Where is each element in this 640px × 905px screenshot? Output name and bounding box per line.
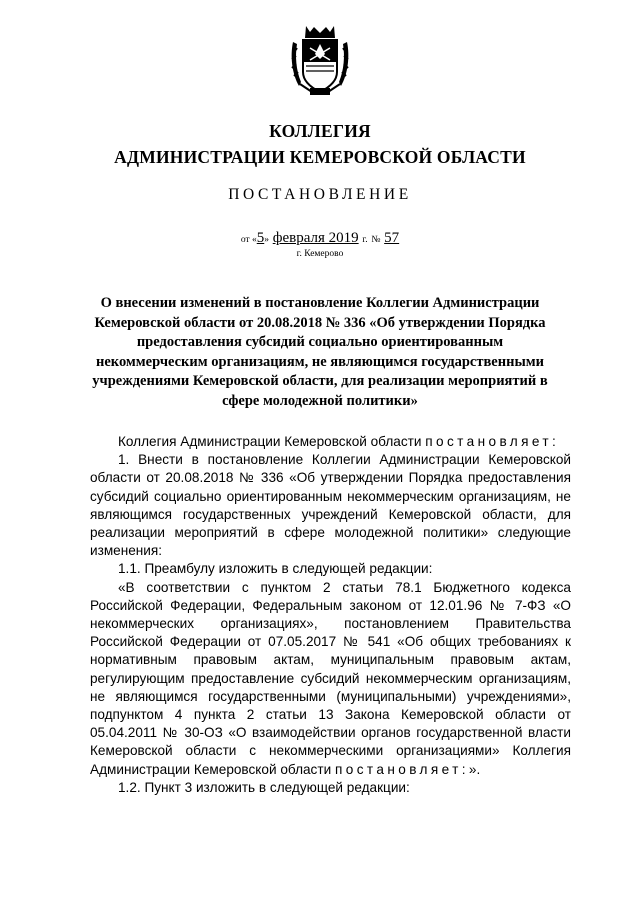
quote-decree-word: постановляет: [334,761,469,777]
document-date-line [0,230,640,247]
intro-paragraph [90,433,571,451]
quote-paragraph [90,579,571,779]
quote-end: ». [468,761,481,777]
decree-word: постановляет: [425,434,560,449]
date-month-year: февраля 2019 [272,230,359,246]
date-prefix: от « [240,235,257,245]
document-body [90,433,571,797]
paragraph-1: 1. Внести в постановление Коллегии Администрации Кемеровской области от 20.08.2018 № 336 «Об утверждении Порядка предоставления субсидий социально ориентированным некоммерческим организациям, не являющимся государственных учреждений Кемеровской области, для реализации мероприятий в сфере молодежной политики» следующие изменения: [90,452,571,559]
paragraph-1-2: 1.2. Пункт 3 изложить в следующей редакции: [118,779,410,795]
org-title-line1: КОЛЛЕГИЯ [269,121,371,141]
coat-of-arms-icon [290,22,350,100]
date-mid: » [264,235,269,245]
document-number: 57 [384,230,400,246]
quote-text: «В соответствии с пунктом 2 статьи 78.1 Бюджетного кодекса Российской Федерации, Федеральным законом от 12.01.96 № 7-ФЗ «О некоммерческих организациях», постановлением Правительства Российской Федерации от 07.05.2017 № 541 «Об общих требованиях к нормативным правовым актам, муниципальным правовым актам, регулирующим предоставление субсидий некоммерческим организациям, не являющимся государственными (муниципальными) учреждениями», подпунктом 4 пункта 2 статьи 13 Закона Кемеровской области от 05.04.2011 № 30-ОЗ «О взаимодействии органов государственной власти Кемеровской области с некоммерческими организациями» Коллегия Администрации Кемеровской области [90,579,571,777]
document-subject: О внесении изменений в постановление Коллегии Администрации Кемеровской области от 20.08.2018 № 336 «Об утверждении Порядка предоставления субсидий социально ориентированным некоммерческим организациям, не являющимся государственными учреждениями Кемеровской области, для реализации мероприятий в сфере молодежной политики» [92,295,548,409]
paragraph-1-1: 1.1. Преамбулу изложить в следующей редакции: [118,561,433,577]
document-type: ПОСТАНОВЛЕНИЕ [228,186,412,203]
date-day: 5 [256,230,265,246]
number-label: № [371,235,381,245]
org-title-line2: АДМИНИСТРАЦИИ КЕМЕРОВСКОЙ ОБЛАСТИ [114,147,526,167]
document-city: г. Кемерово [296,249,344,259]
intro-text: Коллегия Администрации Кемеровской области [118,434,422,449]
date-year-suffix: г. [362,235,368,245]
